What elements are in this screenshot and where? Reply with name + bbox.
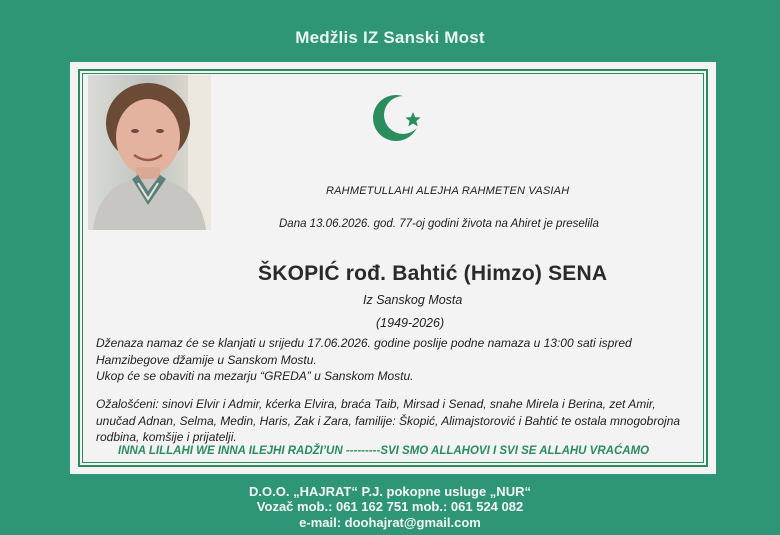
footer-company: D.O.O. „HAJRAT“ P.J. pokopne usluge „NUR“	[249, 484, 531, 499]
deceased-name: ŠKOPIĆ rođ. Bahtić (Himzo) SENA	[258, 262, 608, 285]
crescent-star-icon	[370, 90, 426, 146]
obituary-card	[70, 62, 716, 474]
closing-line: INNA LILLAHI WE INNA ILEJHI RADŽI’UN ---------SVI SMO ALLAHOVI I SVI SE ALLAHU VRAĆAMO	[118, 445, 650, 457]
burial-text: Ukop će se obaviti na mezarju “GREDA” u Sanskom Mostu.	[96, 369, 414, 383]
origin-line: Iz Sanskog Mosta	[363, 293, 463, 307]
mourners-paragraph: Ožalošćeni: sinovi Elvir i Admir, kćerka Elvira, braća Taib, Mirsad i Senad, snahe Mirela i Berina, zet Amir, unučad Adnan, Selma, Medin, Haris, Zak i Zara, familije: Škopić, Alimajstorović i Bahtić te ostala mnogobrojna rodbina, komšije i prijatelji.	[96, 397, 681, 444]
funeral-paragraph	[96, 335, 696, 385]
rahmet-line: RAHMETULLAHI ALEJHA RAHMETEN VASIAH	[326, 185, 570, 197]
deceased-photo	[88, 75, 211, 230]
header-title: Medžlis IZ Sanski Most	[295, 28, 485, 47]
footer-phones: Vozač mob.: 061 162 751 mob.: 061 524 082	[256, 499, 524, 514]
footer-email: e-mail: doohajrat@gmail.com	[299, 515, 481, 530]
funeral-text: Dženaza namaz će se klanjati u srijedu 17.06.2026. godine poslije podne namaza u 13:00 sati ispred Hamzibegove džamije u Sanskom Mostu.	[96, 336, 632, 367]
date-line: Dana 13.06.2026. god. 77-oj godini života na Ahiret je preselila	[279, 218, 599, 230]
years-line: (1949-2026)	[376, 316, 445, 330]
